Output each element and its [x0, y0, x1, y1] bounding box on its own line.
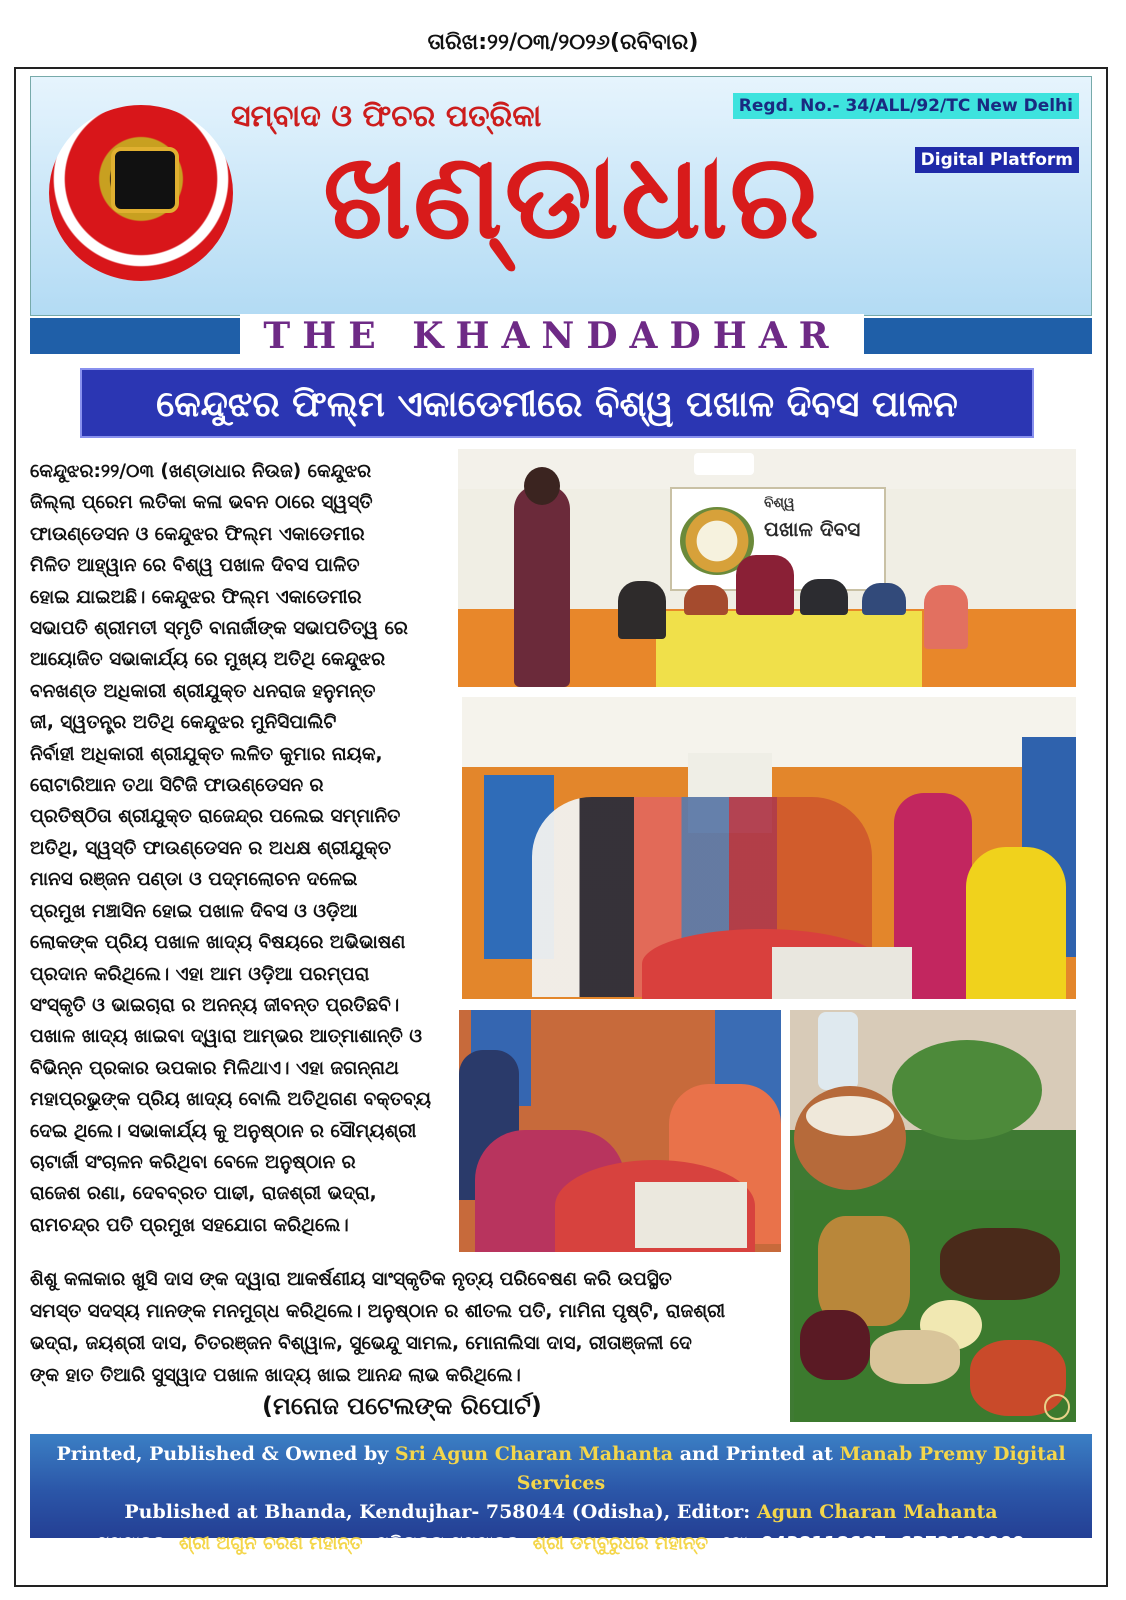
- article-line: ଦେଇ ଥିଲେ। ସଭାକାର୍ଯ୍ୟ କୁ ଅନୁଷ୍ଠାନ ର ସୌମ୍ୟଶ୍ରୀ: [30, 1120, 417, 1142]
- saag: [800, 1310, 870, 1380]
- photo-pakhala-food: [790, 1010, 1076, 1422]
- newspaper-logo: ଖଣ୍ଡାଧାର: [323, 127, 822, 265]
- water-bottle: [818, 1012, 858, 1090]
- article-line: ଲୋକଙ୍କ ପ୍ରିୟ ପଖାଳ ଖାଦ୍ୟ ବିଷୟରେ ଅଭିଭାଷଣ: [30, 932, 406, 954]
- article-line: ମାନସ ରଞ୍ଜନ ପଣ୍ଡା ଓ ପଦ୍ମଲୋଚନ ଦଳେଇ: [30, 869, 358, 891]
- article-line: ସଭାପତି ଶ୍ରୀମତୀ ସ୍ମୃତି ବାନାର୍ଜୀଙ୍କ ସଭାପତିତ୍ୱ ରେ: [30, 618, 408, 640]
- article-line: ଅତିଥି, ସ୍ୱସ୍ତି ଫାଉଣ୍ଡେସନ ର ଅଧକ୍ଷ ଶ୍ରୀଯୁକ୍ତ: [30, 837, 392, 859]
- footer-editor: Agun Charan Mahanta: [756, 1501, 998, 1523]
- footer-text: and Printed at: [673, 1443, 840, 1465]
- stage-table: [656, 611, 922, 687]
- article-headline: କେନ୍ଦୁଝର ଫିଲ୍ମ ଏକାଡେମୀରେ ବିଶ୍ୱ ପଖାଳ ଦିବସ ପାଳନ: [80, 368, 1034, 438]
- deity-face: [111, 147, 179, 213]
- article-line: ପ୍ରତିଷ୍ଠିତା ଶ୍ରୀଯୁକ୍ତ ରାଜେନ୍ଦ୍ର ପଲେଇ ସମ୍ମାନିତ: [30, 806, 401, 828]
- article-line: ରାମଚନ୍ଦ୍ର ପତି ପ୍ରମୁଖ ସହଯୋଗ କରିଥିଲେ।: [30, 1214, 349, 1236]
- footer-line-1: [30, 1440, 1092, 1498]
- ceiling-light: [694, 453, 754, 475]
- guest-1: [618, 581, 666, 639]
- article-line: ମିଳିତ ଆହ୍ୱାନ ରେ ବିଶ୍ୱ ପଖାଳ ଦିବସ ପାଳିତ: [30, 555, 360, 577]
- article-line: ବନଖଣ୍ଡ ଅଧିକାରୀ ଶ୍ରୀଯୁକ୍ତ ଧନରାଜ ହନୁମନ୍ତ: [30, 680, 376, 702]
- article-line: ସଂସ୍କୃତି ଓ ଭାଇଚାରା ର ଅନନ୍ୟ ଜୀବନ୍ତ ପ୍ରତିଛବି।: [30, 994, 400, 1016]
- article-line: ରୋଟାରିଆନ ତଥା ସିଟିଜି ଫାଉଣ୍ଡେସନ ର: [30, 775, 324, 797]
- photo-dining: [459, 1010, 781, 1252]
- guest-2: [684, 585, 728, 615]
- reporter-credit: (ମନୋଜ ପଟେଲଙ୍କ ରିପୋର୍ଟ): [262, 1392, 542, 1420]
- footer-line-2: [30, 1498, 1092, 1527]
- article-line: ପ୍ରଦାନ କରିଥିଲେ। ଏହା ଆମ ଓଡ଼ିଆ ପରମ୍ପରା: [30, 963, 370, 985]
- footer-line-3: [30, 1527, 1092, 1561]
- pakhala-water: [806, 1096, 894, 1136]
- footer-editor-odia: ଶ୍ରୀ ଅଗୁନ ଚରଣ ମହାନ୍ତ: [179, 1533, 363, 1554]
- article-line: ପଖାଳ ଖାଦ୍ୟ ଖାଇବା ଦ୍ୱାରା ଆମ୍ଭର ଆତ୍ମାଶାନ୍ତି ଓ: [30, 1026, 422, 1048]
- article-line: ନିର୍ବାହୀ ଅଧିକାରୀ ଶ୍ରୀଯୁକ୍ତ ଲଳିତ କୁମାର ନାୟକ,: [30, 743, 383, 765]
- article-line: ଶିଶୁ କଳାକାର ଖୁସି ଦାସ ଙ୍କ ଦ୍ୱାରା ଆକର୍ଷଣୀୟ ସାଂସ୍କୃତିକ ନୃତ୍ୟ ପରିବେଷଣ କରି ଉପସ୍ଥିତ: [30, 1269, 672, 1290]
- banner-text-main: ପଖାଳ ଦିବସ: [764, 517, 861, 541]
- guest-5: [862, 583, 906, 615]
- fried-fish: [940, 1228, 1060, 1300]
- footer-text: Published at Bhanda, Kendujhar- 758044 (Odisha), Editor:: [124, 1501, 757, 1523]
- article-body: [30, 456, 446, 1241]
- english-title: THE KHANDADHAR: [240, 314, 864, 358]
- table-newspaper: [772, 947, 912, 999]
- footer-owner: Sri Agun Charan Mahanta: [394, 1443, 674, 1465]
- article-line: ଫାଉଣ୍ଡେସନ ଓ କେନ୍ଦୁଝର ଫିଲ୍ମ ଏକାଡେମୀର: [30, 523, 365, 545]
- banner-text-top: ବିଶ୍ୱ: [764, 495, 795, 511]
- woman-yellow: [966, 847, 1066, 999]
- article-line: ସମସ୍ତ ସଦସ୍ୟ ମାନଙ୍କ ମନମୁଗ୍ଧ କରିଥିଲେ। ଅନୁଷ୍ଠାନ ର ଶୀତଲ ପତି, ମାମିନା ପୃଷ୍ଟି, ରାଜଶ୍ରୀ: [30, 1301, 726, 1322]
- article-line: ରାଜେଶ ରଣା, ଦେବବ୍ରତ ପାଢୀ, ରାଜଶ୍ରୀ ଭଦ୍ରା,: [30, 1183, 377, 1205]
- article-line: ଆୟୋଜିତ ସଭାକାର୍ଯ୍ୟ ରେ ମୁଖ୍ୟ ଅତିଥି କେନ୍ଦୁଝର: [30, 649, 386, 671]
- digital-platform-badge: Digital Platform: [915, 147, 1079, 173]
- article-line: ବିଭିନ୍ନ ପ୍ରକାର ଉପକାର ମିଳିଥାଏ। ଏହା ଜଗନ୍ନାଥ: [30, 1057, 399, 1079]
- footer-phone: , ମୋ: 9438118687, 6372189909: [708, 1533, 1025, 1554]
- guest-3: [736, 555, 794, 615]
- footer-managing-editor: ଶ୍ରୀ ଡମ୍ବୁରୁଧର ମହାନ୍ତ: [532, 1533, 709, 1554]
- deity-image: [49, 105, 233, 281]
- article-line: ହୋଇ ଯାଇଅଛି। କେନ୍ଦୁଝର ଫିଲ୍ମ ଏକାଡେମୀର: [30, 586, 362, 608]
- photo-group: [462, 697, 1076, 999]
- article-line: ଙ୍କ ହାତ ତିଆରି ସୁସ୍ୱାଦ ପଖାଳ ଖାଦ୍ୟ ଖାଇ ଆନନ୍ଦ ଲାଭ କରିଥିଲେ।: [30, 1365, 521, 1386]
- speaker-woman-head: [524, 467, 560, 505]
- photo-stage: [458, 449, 1076, 687]
- article-continuation: [30, 1264, 782, 1392]
- camera-watermark-icon: [1044, 1394, 1070, 1420]
- article-line: ମହାପ୍ରଭୁଙ୍କ ପ୍ରିୟ ଖାଦ୍ୟ ବୋଲି ଅତିଥିଗଣ ବକ୍ତବ୍ୟ: [30, 1089, 432, 1111]
- registration-number: Regd. No.- 34/ALL/92/TC New Delhi: [733, 93, 1079, 119]
- footer-printer: Manab Premy Digital Services: [516, 1443, 1066, 1494]
- guest-6: [924, 585, 968, 649]
- newspaper-on-table: [635, 1182, 747, 1248]
- small-leaf-plate: [892, 1040, 1042, 1140]
- guest-4: [800, 579, 848, 615]
- publication-date: ତାରିଖ:୨୨/୦୩/୨୦୨୬(ରବିବାର): [427, 30, 699, 55]
- article-line: ପ୍ରମୁଖ ମଞ୍ଚାସିନ ହୋଇ ପଖାଳ ଦିବସ ଓ ଓଡ଼ିଆ: [30, 900, 358, 922]
- article-line: କେନ୍ଦୁଝର:୨୨/୦୩ (ଖଣ୍ଡାଧାର ନିଉଜ) କେନ୍ଦୁଝର: [30, 461, 372, 482]
- footer-imprint: [30, 1434, 1092, 1554]
- footer-text: Printed, Published & Owned by: [56, 1443, 395, 1465]
- speaker-woman: [514, 485, 570, 687]
- masthead-subtitle: ସମ୍ବାଦ ଓ ଫିଚର ପତ୍ରିକା: [231, 99, 542, 134]
- masthead: [30, 76, 1092, 316]
- article-line: ଭଦ୍ରା, ଜୟଶ୍ରୀ ଦାସ, ଚିତରଞ୍ଜନ ବିଶ୍ୱାଳ, ସୁଭେନ୍ଦୁ ସାମଲ, ମୋନାଲିସା ଦାସ, ରୀତାଞ୍ଜଳୀ ଦେ: [30, 1333, 692, 1354]
- article-line: ଜିଲ୍ଲା ପ୍ରେମ ଲତିକା କଳା ଭବନ ଠାରେ ସ୍ୱସ୍ତି: [30, 492, 373, 514]
- peanuts: [870, 1330, 960, 1384]
- article-line: ଚାଟାର୍ଜୀ ସଂଚାଳନ କରିଥିବା ବେଳେ ଅନୁଷ୍ଠାନ ର: [30, 1151, 356, 1173]
- footer-text: ସମ୍ପାଦକ:: [97, 1533, 180, 1554]
- article-line: ଜୀ, ସ୍ୱତନ୍ତ୍ର ଅତିଥି କେନ୍ଦୁଝର ମୁନିସିପାଲିଟି: [30, 712, 337, 734]
- footer-text: , ପରିଚାଳନା ସମ୍ପାଦକ:: [362, 1533, 533, 1554]
